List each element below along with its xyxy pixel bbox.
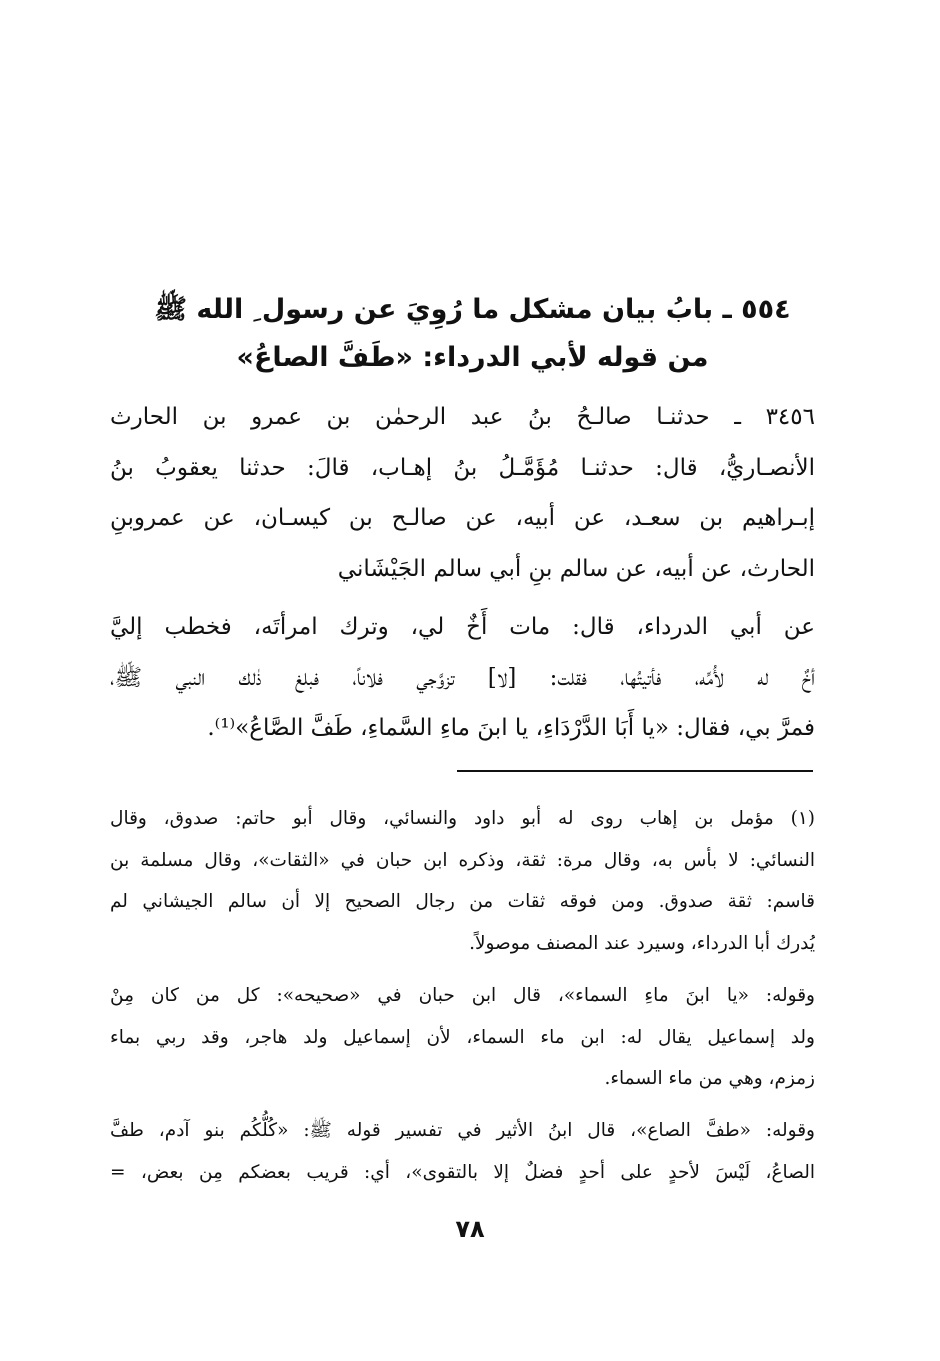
chapter-title-line-2: من قوله لأبي الدرداء: «طَفَّ الصاعُ» bbox=[236, 342, 709, 373]
page-number: ٧٨ bbox=[455, 1215, 485, 1243]
footnote-line: قاسم: ثقة صدوق. ومن فوقه ثقات من رجال الصحيح إلا أن سالم الجيشاني لم bbox=[110, 891, 815, 912]
isnad-line: الأنصـاريُّ، قال: حدثنـا مُؤَمَّـلُ بنُ إهـاب، قالَ: حدثنا يعقوبُ بنُ bbox=[110, 454, 815, 481]
isnad-line: الحارث، عن أبيه، عن سالم بنِ أبي سالم الجَيْشَاني bbox=[337, 555, 815, 582]
footnote-line: وقوله: «طفَّ الصاع»، قال ابنُ الأثير في تفسير قوله ﷺ: «كُلُّكُم بنو آدم، طفَّ bbox=[110, 1120, 815, 1141]
footnote-line: (١) مؤمل بن إهاب روى له أبو داود والنسائي، وقال أبو حاتم: صدوق، وقال bbox=[110, 808, 815, 829]
footnote-1-ibn-ma-al-sama bbox=[110, 975, 815, 1100]
isnad-line: ٣٤٥٦ ـ حدثنـا صالـحُ بنُ عبد الرحمٰن بن عمرو بن الحارث bbox=[110, 404, 815, 430]
matn-line: أخٌ له لأُمِّه، فأتيتُها، فقلت: [لا] تزوَّجي فلاناً، فبلغ ذٰلك النبي ﷺ، bbox=[110, 664, 815, 691]
matn-line: عن أبي الدرداء، قال: مات أَخٌ لي، وترك امرأتَه، فخطب إليَّ bbox=[110, 614, 815, 640]
footnote-separator bbox=[457, 770, 813, 772]
matn-line: فمرَّ بي، فقال: «يا أَبَا الدَّرْدَاءِ، يا ابنَ ماءِ السَّماءِ، طَفَّ الصَّاعُ»⁽¹⁾. bbox=[207, 715, 815, 741]
footnote-line: النسائي: لا بأس به، وقال مرة: ثقة، وذكره ابن حبان في «الثقات»، وقال مسلمة بن bbox=[110, 849, 815, 871]
footnote-line: الصاعُ، لَيْسَ لأحدٍ على أحدٍ فضلٌ إلا بالتقوى»، أي: قريب بعضكم مِن بعض، = bbox=[110, 1161, 815, 1183]
footnote-line: ولد إسماعيل يقال له: ابن ماء السماء، لأن إسماعيل ولد هاجر، وقد ربي بماء bbox=[110, 1026, 815, 1048]
footnote-1-taff-al-sa bbox=[110, 1110, 815, 1193]
footnote-1 bbox=[110, 798, 815, 964]
chapter-title-line-1: ٥٥٤ ـ بابُ بيان مشكل ما رُوِيَ عن رسول ِ الله ﷺ bbox=[154, 294, 791, 325]
footnote-line: وقوله: «يا ابنَ ماءِ السماء»، قال ابن حبان في «صحيحه»: كل من كان مِنْ bbox=[110, 985, 815, 1006]
isnad-line: إبـراهيم بن سعـد، عن أبيه، عن صالـح بن كيسـان، عن عمروبنِ bbox=[110, 505, 815, 531]
footnote-line: زمزم، وهي من ماء السماء. bbox=[604, 1068, 815, 1089]
footnote-line: يُدرك أبا الدرداء، وسيرد عند المصنف موصولاً. bbox=[469, 932, 815, 954]
hadith-isnad bbox=[110, 392, 815, 594]
hadith-matn bbox=[110, 602, 815, 754]
